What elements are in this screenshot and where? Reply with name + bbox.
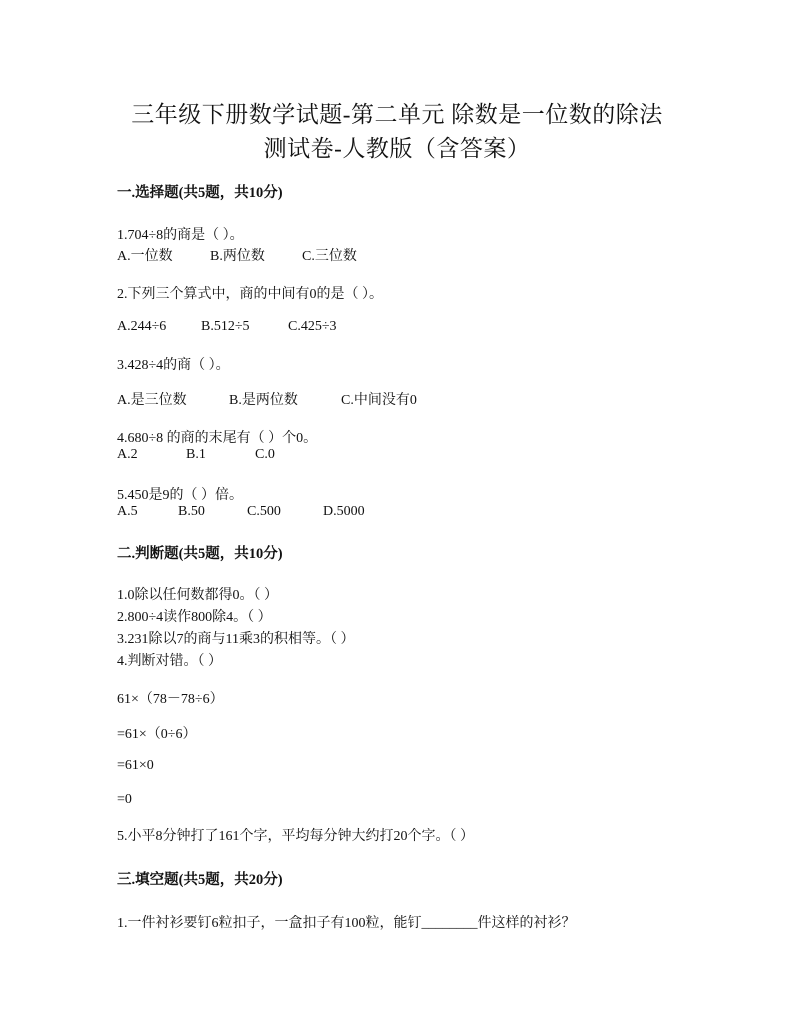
option-b: B.50 [178,504,205,519]
calc-step-4: =0 [117,792,132,807]
judgment-item-1: 1.0除以任何数都得0。（ ） [117,588,278,603]
question-stem: 2.下列三个算式中，商的中间有0的是（ ）。 [117,287,383,302]
judgment-item-4: 4.判断对错。（ ） [117,654,222,669]
judgment-item-3: 3.231除以7的商与11乘3的积相等。（ ） [117,632,355,647]
calc-step-1: 61×（78－78÷6） [117,692,224,707]
question-stem: 3.428÷4的商（ ）。 [117,358,230,373]
question-stem: 5.450是9的（ ）倍。 [117,488,243,503]
option-a: A.244÷6 [117,319,167,334]
option-b: B.512÷5 [201,319,250,334]
title-line-2: 测试卷-人教版（含答案） [263,136,531,161]
option-b: B.是两位数 [229,393,298,408]
fill-blank-question-1: 1.一件衬衫要钉6粒扣子，一盒扣子有100粒，能钉________件这样的衬衫？ [117,916,576,931]
section-heading: 二.判断题(共5题，共10分) [117,546,283,562]
option-a: A.2 [117,447,138,462]
option-c: C.500 [247,504,281,519]
option-d: D.5000 [323,504,365,519]
option-a: A.一位数 [117,249,173,264]
option-c: C.中间没有0 [341,393,417,408]
calc-step-3: =61×0 [117,758,154,773]
title-line-1: 三年级下册数学试题-第二单元 除数是一位数的除法 [131,102,663,127]
option-b: B.两位数 [210,249,265,264]
question-stem: 1.704÷8的商是（ ）。 [117,228,244,243]
option-c: C.三位数 [302,249,357,264]
section-heading: 三.填空题(共5题，共20分) [117,872,283,888]
judgment-item-2: 2.800÷4读作800除4。（ ） [117,610,272,625]
section-heading: 一.选择题(共5题，共10分) [117,185,283,201]
calc-step-2: =61×（0÷6） [117,727,197,742]
option-a: A.5 [117,504,138,519]
option-a: A.是三位数 [117,393,187,408]
option-b: B.1 [186,447,206,462]
option-c: C.425÷3 [288,319,337,334]
question-stem: 4.680÷8 的商的末尾有（ ）个0。 [117,431,318,446]
judgment-item-5: 5.小平8分钟打了161个字，平均每分钟大约打20个字。（ ） [117,829,474,844]
option-c: C.0 [255,447,275,462]
